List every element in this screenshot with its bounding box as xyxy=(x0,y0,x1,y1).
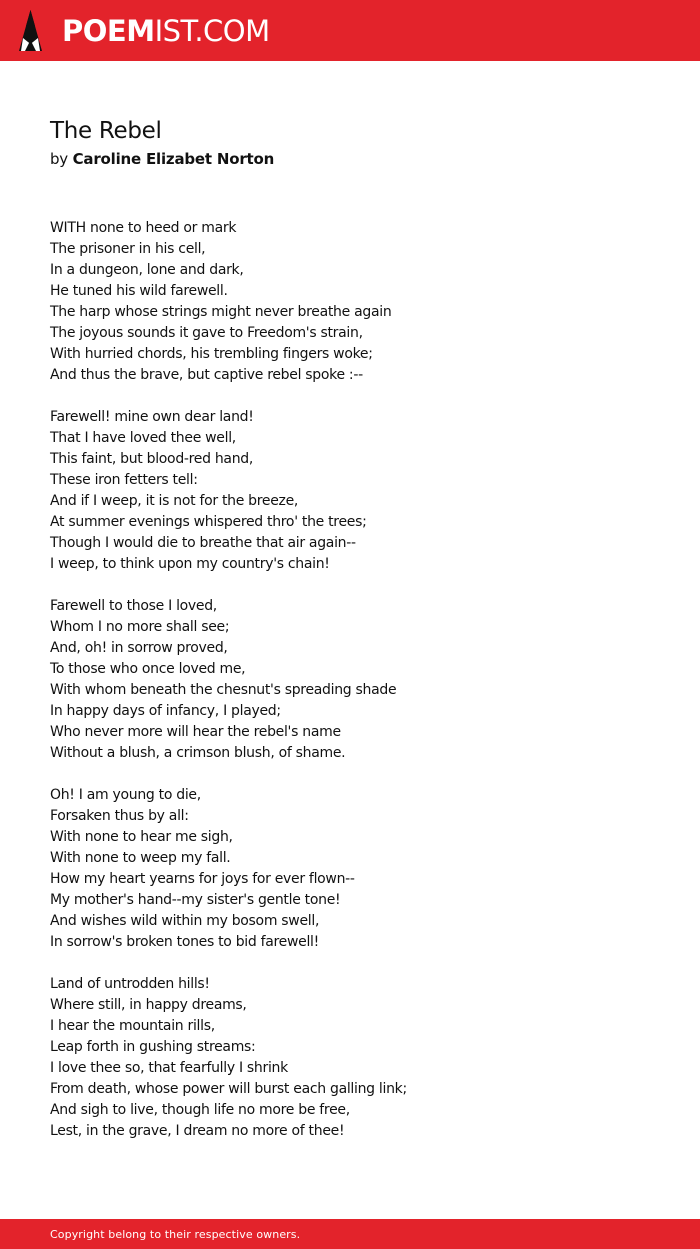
stanza xyxy=(50,785,670,953)
stanza xyxy=(50,596,670,764)
poem-line: To those who once loved me, xyxy=(50,661,246,677)
poem-line: And if I weep, it is not for the breeze, xyxy=(50,493,299,509)
poem-line: Who never more will hear the rebel's name xyxy=(50,724,341,740)
poem-line: He tuned his wild farewell. xyxy=(50,283,228,299)
poem-line: Oh! I am young to die, xyxy=(50,787,201,803)
logo-light-text: IST.COM xyxy=(154,14,270,48)
poem-line: And thus the brave, but captive rebel spoke :-- xyxy=(50,367,363,383)
poem-line: And sigh to live, though life no more be free, xyxy=(50,1102,350,1118)
poem-line: I hear the mountain rills, xyxy=(50,1018,215,1034)
poem-line: This faint, but blood-red hand, xyxy=(50,451,254,467)
poem-line: Without a blush, a crimson blush, of shame. xyxy=(50,745,346,761)
poem-line: Forsaken thus by all: xyxy=(50,808,189,824)
poem-line: These iron fetters tell: xyxy=(50,472,198,488)
poem-line: I love thee so, that fearfully I shrink xyxy=(50,1060,288,1076)
site-logo[interactable] xyxy=(62,14,270,48)
poem-line: The harp whose strings might never breathe again xyxy=(50,304,392,320)
poem-line: The prisoner in his cell, xyxy=(50,241,206,257)
stanza xyxy=(50,407,670,575)
poem-line: In happy days of infancy, I played; xyxy=(50,703,281,719)
author-name: Caroline Elizabet Norton xyxy=(72,150,275,168)
poem-line: Though I would die to breathe that air again-- xyxy=(50,535,356,551)
poem-line: With none to hear me sigh, xyxy=(50,829,233,845)
poem-line: How my heart yearns for joys for ever flown-- xyxy=(50,871,355,887)
stanza xyxy=(50,974,670,1142)
poem-line: Land of untrodden hills! xyxy=(50,976,210,992)
poem-line: At summer evenings whispered thro' the trees; xyxy=(50,514,367,530)
poem-line: With none to weep my fall. xyxy=(50,850,231,866)
poem-line: My mother's hand--my sister's gentle tone! xyxy=(50,892,341,908)
site-footer xyxy=(0,1219,700,1249)
poem-line: In a dungeon, lone and dark, xyxy=(50,262,244,278)
byline xyxy=(50,148,274,170)
poem-line: In sorrow's broken tones to bid farewell! xyxy=(50,934,319,950)
poem-line: The joyous sounds it gave to Freedom's strain, xyxy=(50,325,363,341)
poem-body xyxy=(50,218,670,1163)
stanza xyxy=(50,218,670,386)
poem-line: And wishes wild within my bosom swell, xyxy=(50,913,320,929)
pencil-tip-icon[interactable] xyxy=(19,10,42,51)
poem-line: Leap forth in gushing streams: xyxy=(50,1039,256,1055)
poem-line: Farewell to those I loved, xyxy=(50,598,217,614)
poem-line: Farewell! mine own dear land! xyxy=(50,409,254,425)
copyright-notice: Copyright belong to their respective owners. xyxy=(50,1228,301,1241)
poem-line: And, oh! in sorrow proved, xyxy=(50,640,228,656)
logo-bold-text: POEM xyxy=(62,14,155,48)
poem-title: The Rebel xyxy=(50,118,162,144)
poem-line: Where still, in happy dreams, xyxy=(50,997,247,1013)
poem-line: With whom beneath the chesnut's spreading shade xyxy=(50,682,397,698)
site-header xyxy=(0,0,700,61)
poem-line: With hurried chords, his trembling fingers woke; xyxy=(50,346,373,362)
poem-line: WITH none to heed or mark xyxy=(50,220,237,236)
poem-line: That I have loved thee well, xyxy=(50,430,236,446)
poem-line: Lest, in the grave, I dream no more of thee! xyxy=(50,1123,345,1139)
poem-line: From death, whose power will burst each galling link; xyxy=(50,1081,407,1097)
poem-line: Whom I no more shall see; xyxy=(50,619,230,635)
by-label: by xyxy=(50,150,68,168)
poem-line: I weep, to think upon my country's chain! xyxy=(50,556,330,572)
